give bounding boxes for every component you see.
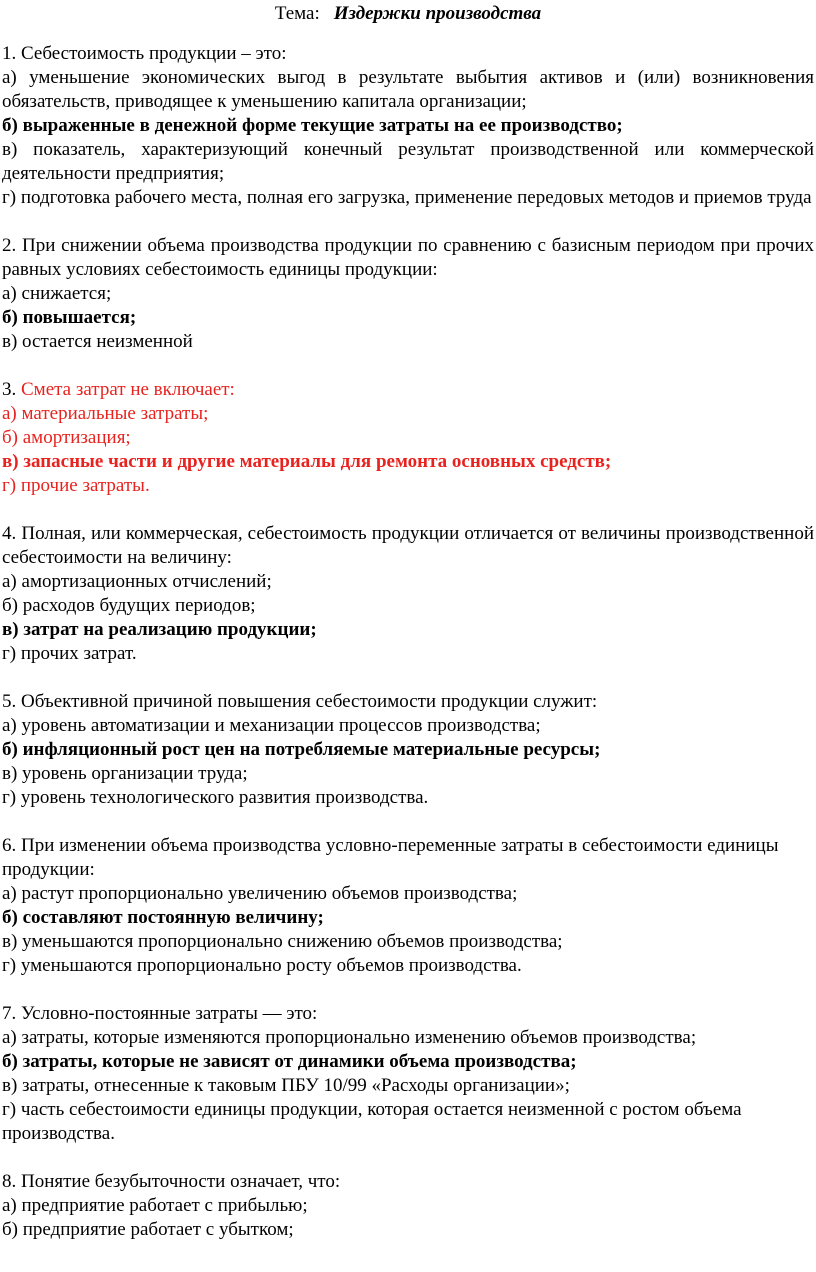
question-8 — [2, 1170, 814, 1242]
question-2 — [2, 234, 814, 354]
title-label: Тема: — [274, 3, 320, 24]
answer-option: а) растут пропорционально увеличению объемов производства; — [2, 883, 518, 904]
title-topic: Издержки производства — [333, 3, 542, 24]
correct-answer-option: б) затраты, которые не зависят от динамики объема производства; — [2, 1051, 577, 1072]
correct-answer-option: б) инфляционный рост цен на потребляемые материальные ресурсы; — [2, 739, 601, 760]
answer-option: г) уровень технологического развития производства. — [2, 787, 429, 808]
question-6 — [2, 834, 814, 978]
answer-option: г) прочие затраты. — [2, 475, 150, 496]
question-3 — [2, 378, 814, 498]
question-1 — [2, 42, 814, 210]
answer-option: б) амортизация; — [2, 427, 131, 448]
answer-option: б) предприятие работает с убытком; — [2, 1219, 294, 1240]
answer-option: а) уровень автоматизации и механизации процессов производства; — [2, 715, 541, 736]
correct-answer-option: б) повышается; — [2, 307, 137, 328]
question-text: 8. Понятие безубыточности означает, что: — [2, 1171, 341, 1192]
question-number: 3. — [2, 379, 17, 400]
answer-option: а) уменьшение экономических выгод в результате выбытия активов и (или) возникновения обязательств, приводящее к уменьшению капитала организации; — [2, 67, 814, 112]
question-text — [2, 378, 814, 402]
answer-option: а) затраты, которые изменяются пропорционально изменению объемов производства; — [2, 1027, 697, 1048]
answer-option: в) уровень организации труда; — [2, 763, 248, 784]
question-text: 4. Полная, или коммерческая, себестоимость продукции отличается от величины производственной себестоимости на величину: — [2, 523, 814, 568]
correct-answer-option: б) выраженные в денежной форме текущие затраты на ее производство; — [2, 115, 623, 136]
answer-option: г) прочих затрат. — [2, 643, 137, 664]
answer-option: б) расходов будущих периодов; — [2, 595, 256, 616]
question-text: 7. Условно-постоянные затраты — это: — [2, 1003, 318, 1024]
question-text: 6. При изменении объема производства условно-переменные затраты в себестоимости единицы продукции: — [2, 835, 779, 880]
question-4 — [2, 522, 814, 666]
answer-option: г) уменьшаются пропорционально росту объемов производства. — [2, 955, 522, 976]
question-text: 1. Себестоимость продукции – это: — [2, 43, 287, 64]
answer-option: а) амортизационных отчислений; — [2, 571, 272, 592]
document-title — [2, 2, 814, 26]
correct-answer-option: в) затрат на реализацию продукции; — [2, 619, 317, 640]
correct-answer-option: б) составляют постоянную величину; — [2, 907, 324, 928]
question-text: 2. При снижении объема производства продукции по сравнению с базисным периодом при прочих равных условиях себестоимость единицы продукции: — [2, 235, 814, 280]
question-5 — [2, 690, 814, 810]
answer-option: а) снижается; — [2, 283, 112, 304]
answer-option: г) часть себестоимости единицы продукции, которая остается неизменной с ростом объема производства. — [2, 1099, 742, 1144]
answer-option: в) показатель, характеризующий конечный результат производственной или коммерческой деятельности предприятия; — [2, 139, 814, 184]
answer-option: а) материальные затраты; — [2, 403, 209, 424]
answer-option: в) остается неизменной — [2, 331, 193, 352]
correct-answer-option: в) запасные части и другие материалы для ремонта основных средств; — [2, 451, 612, 472]
answer-option: в) уменьшаются пропорционально снижению объемов производства; — [2, 931, 563, 952]
answer-option: г) подготовка рабочего места, полная его загрузка, применение передовых методов и приемов труда — [2, 187, 812, 208]
question-text: 5. Объективной причиной повышения себестоимости продукции служит: — [2, 691, 598, 712]
answer-option: в) затраты, отнесенные к таковым ПБУ 10/99 «Расходы организации»; — [2, 1075, 570, 1096]
question-7 — [2, 1002, 814, 1146]
question-text-highlighted: Смета затрат не включает: — [21, 379, 235, 400]
answer-option: а) предприятие работает с прибылью; — [2, 1195, 308, 1216]
